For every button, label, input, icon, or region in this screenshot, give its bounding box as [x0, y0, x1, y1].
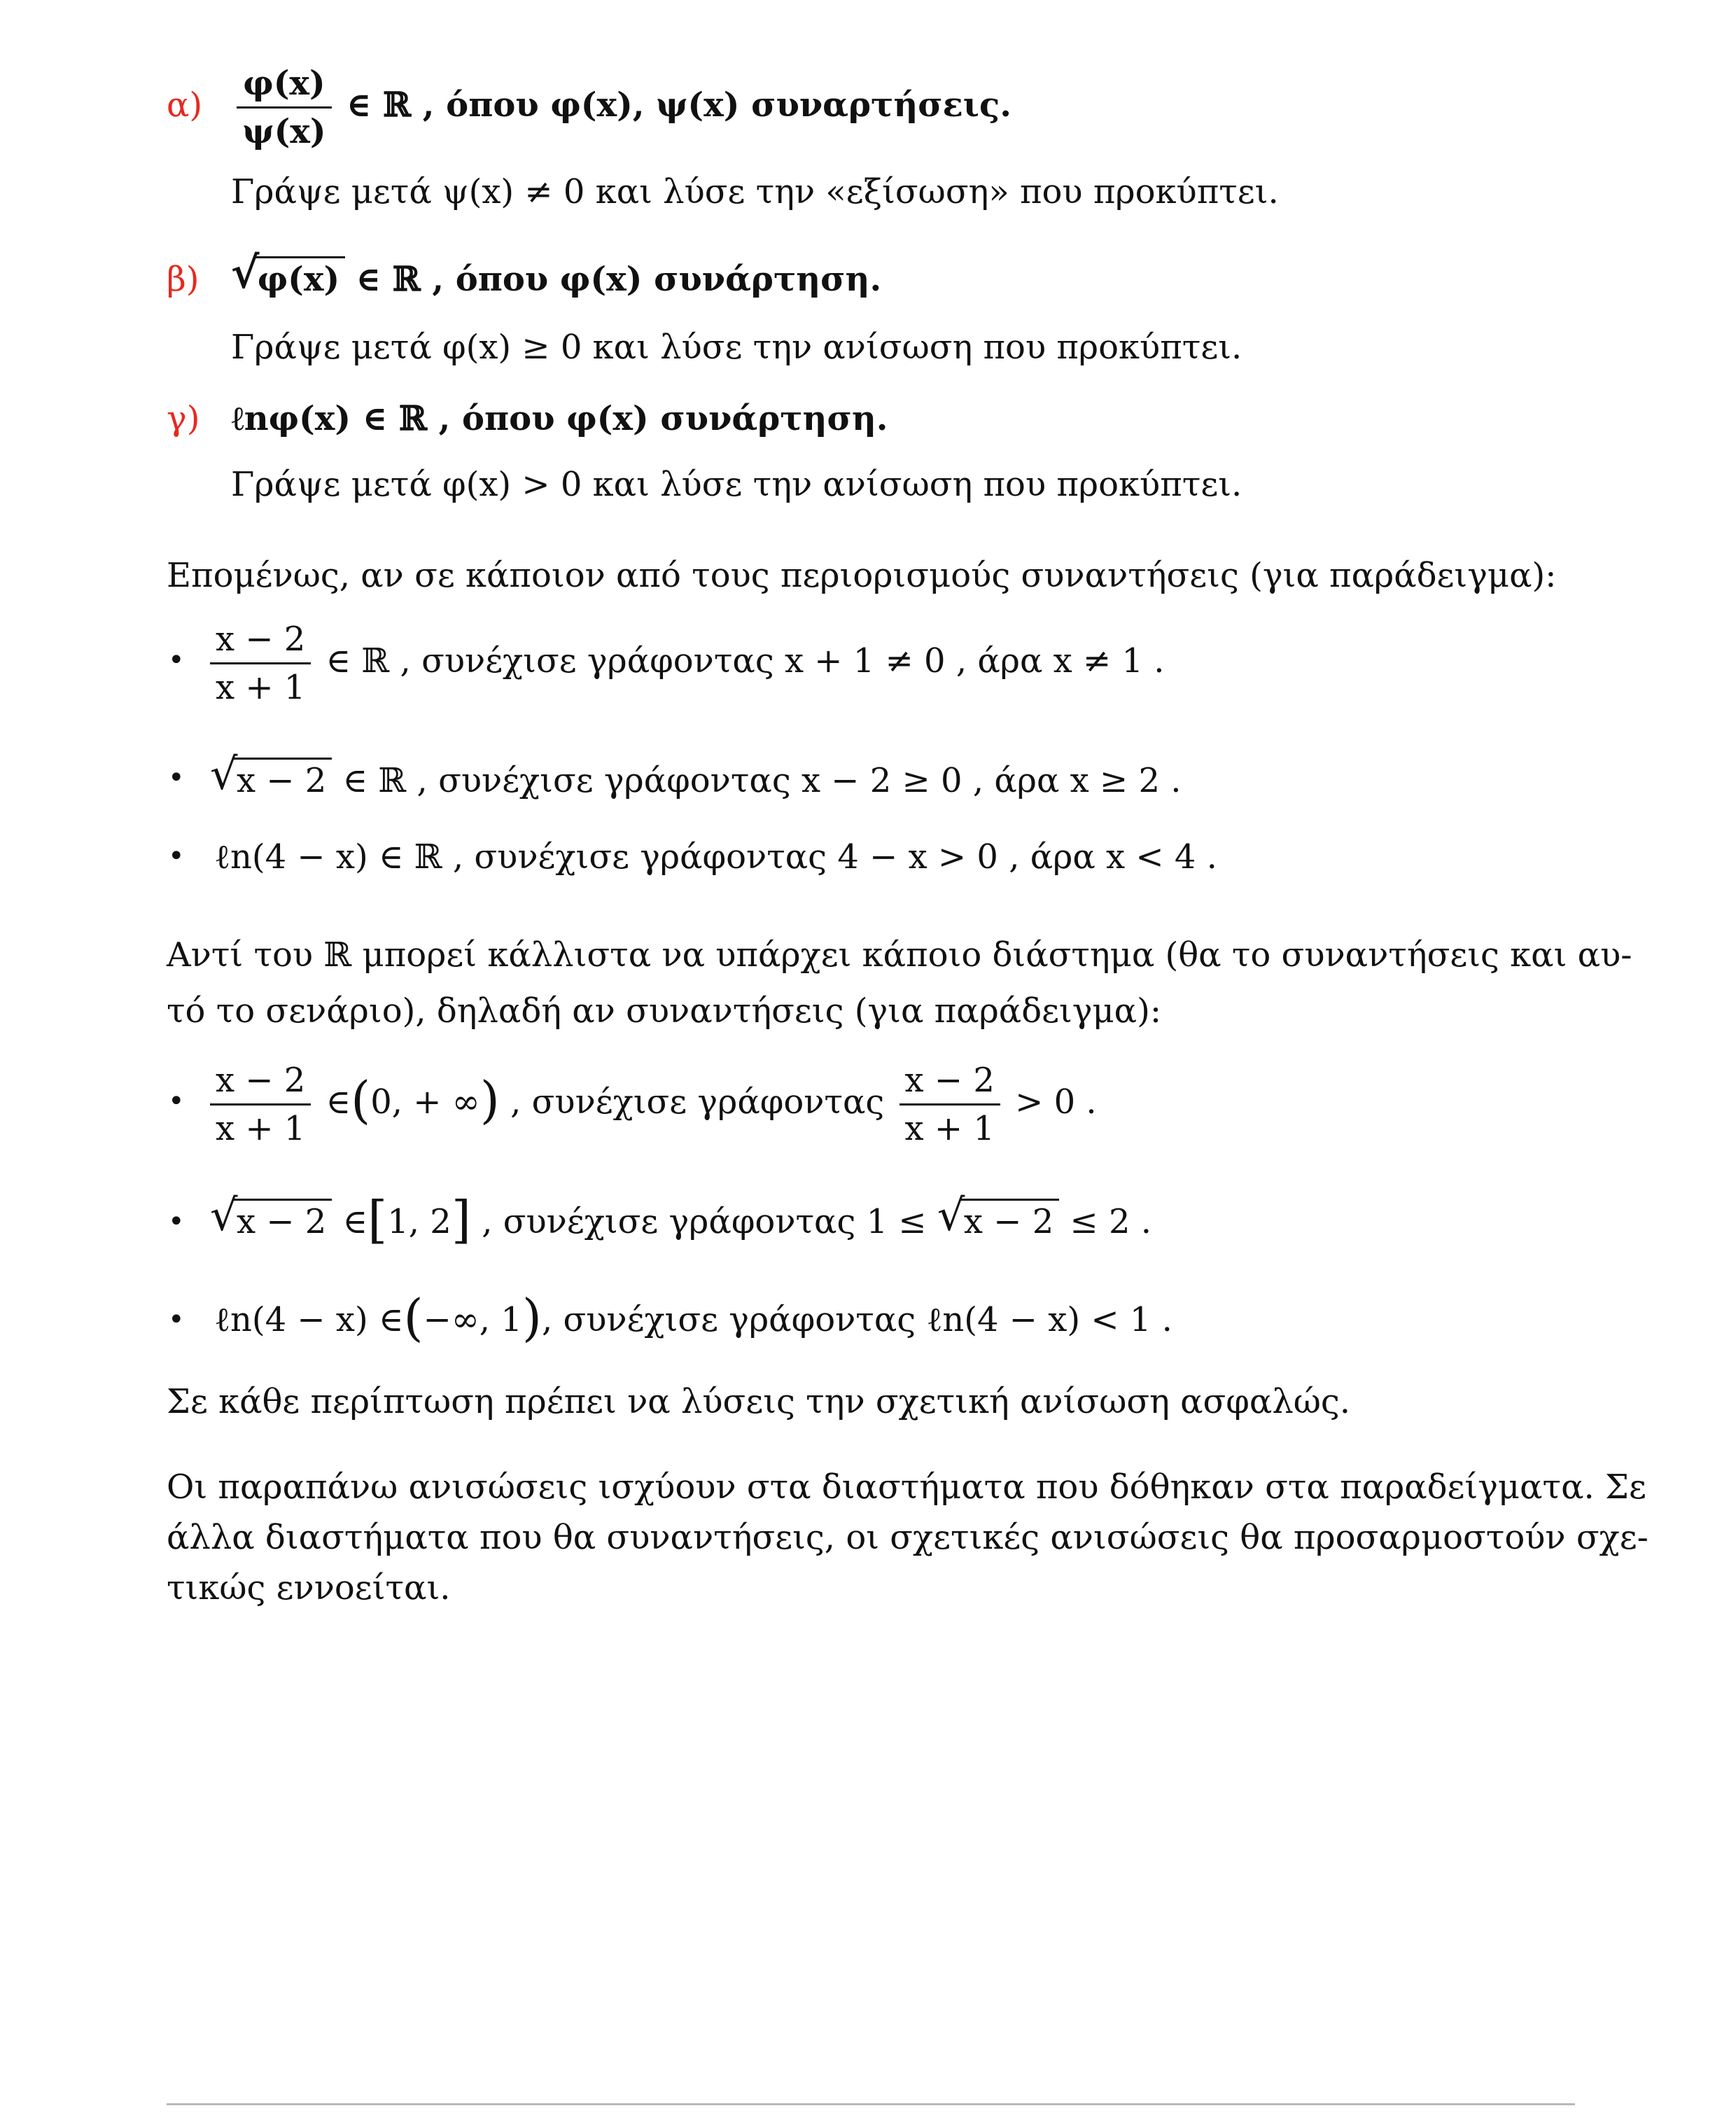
- radicand: x − 2: [234, 1199, 332, 1243]
- intro-paragraph-2-line-2: τό το σενάριο), δηλαδή αν συναντήσεις (για παράδειγμα):: [167, 991, 1161, 1031]
- example-tail: > 0 .: [1015, 1082, 1097, 1122]
- element-of-symbol: ∈: [326, 1082, 351, 1122]
- example-text: ∈ ℝ , συνέχισε γράφοντας x − 2 ≥ 0 , άρα x ≥ 2 .: [342, 761, 1182, 800]
- left-bracket: [: [368, 1190, 388, 1249]
- bullet: •: [168, 1206, 185, 1238]
- interval: −∞, 1: [423, 1300, 522, 1339]
- case-beta-instruction: Γράψε μετά φ(x) ≥ 0 και λύσε την ανίσωση που προκύπτει.: [231, 328, 1242, 367]
- case-beta-label: β): [167, 260, 200, 299]
- fraction-numerator: φ(x): [237, 60, 331, 109]
- case-alpha: [167, 60, 1011, 155]
- radicand: φ(x): [255, 256, 345, 300]
- example2-item-sqrt: [210, 1190, 1152, 1249]
- element-of-symbol: ∈: [342, 1202, 368, 1241]
- example-fraction: [210, 616, 311, 711]
- radicand: x − 2: [234, 758, 332, 802]
- fraction-denominator: x + 1: [904, 1109, 995, 1148]
- case-alpha-statement: ∈ ℝ , όπου φ(x), ψ(x) συναρτήσεις.: [346, 85, 1011, 125]
- intro-paragraph-2-line-1: Αντί του ℝ μπορεί κάλλιστα να υπάρχει κάποιο διάστημα (θα το συναντήσεις και αυ-: [167, 935, 1632, 975]
- sqrt-symbol: √ x − 2: [210, 758, 332, 802]
- case-gamma: [167, 398, 888, 440]
- sqrt-symbol-2: √ x − 2: [937, 1199, 1059, 1243]
- example-fraction: [210, 1057, 311, 1152]
- example-text: ∈ ℝ , συνέχισε γράφοντας x + 1 ≠ 0 , άρα x ≠ 1 .: [326, 641, 1165, 681]
- interval: 0, + ∞: [370, 1082, 480, 1122]
- fraction-numerator: x − 2: [210, 616, 311, 664]
- case-beta-statement: ∈ ℝ , όπου φ(x) συνάρτηση.: [356, 260, 882, 299]
- fraction-denominator: x + 1: [216, 1109, 306, 1148]
- interval: 1, 2: [387, 1202, 451, 1241]
- footer-divider: [167, 2103, 1575, 2105]
- bullet: •: [168, 644, 185, 676]
- case-gamma-instruction: Γράψε μετά φ(x) > 0 και λύσε την ανίσωση που προκύπτει.: [231, 465, 1242, 504]
- example-prefix: ℓn(4 − x) ∈: [214, 1300, 404, 1339]
- case-alpha-label: α): [167, 85, 203, 125]
- case-beta: [167, 247, 882, 300]
- radicand: x − 2: [961, 1199, 1059, 1243]
- left-paren: (: [351, 1071, 371, 1129]
- example-text: , συνέχισε γράφοντας ℓn(4 − x) < 1 .: [541, 1300, 1172, 1339]
- bullet: •: [168, 1085, 185, 1117]
- case-alpha-fraction: [237, 60, 331, 155]
- case-alpha-instruction: Γράψε μετά ψ(x) ≠ 0 και λύσε την «εξίσωση» που προκύπτει.: [231, 172, 1279, 211]
- right-paren: ): [522, 1288, 542, 1347]
- bullet: •: [168, 1304, 185, 1336]
- note-paragraph-line-2: άλλα διαστήματα που θα συναντήσεις, οι σχετικές ανισώσεις θα προσαρμοστούν σχε-: [167, 1518, 1648, 1557]
- fraction-numerator: x − 2: [210, 1057, 311, 1106]
- sqrt-symbol: √ φ(x): [231, 256, 345, 300]
- fraction-denominator: x + 1: [216, 668, 306, 707]
- example-text: , συνέχισε γράφοντας 1 ≤: [482, 1202, 927, 1241]
- example-tail: ≤ 2 .: [1070, 1202, 1152, 1241]
- example1-item-fraction: [210, 616, 1165, 711]
- example1-item-log: ℓn(4 − x) ∈ ℝ , συνέχισε γράφοντας 4 − x > 0 , άρα x < 4 .: [214, 837, 1217, 877]
- sqrt-symbol: √ x − 2: [210, 1199, 332, 1243]
- bullet: •: [168, 840, 185, 872]
- example-text: , συνέχισε γράφοντας: [510, 1082, 885, 1122]
- case-gamma-statement: ℓnφ(x) ∈ ℝ , όπου φ(x) συνάρτηση.: [231, 399, 888, 438]
- conclusion-paragraph: Σε κάθε περίπτωση πρέπει να λύσεις την σχετική ανίσωση ασφαλώς.: [167, 1382, 1351, 1421]
- right-paren: ): [479, 1071, 500, 1129]
- fraction-numerator: x − 2: [899, 1057, 1000, 1106]
- case-gamma-label: γ): [167, 399, 200, 438]
- example1-item-sqrt: [210, 748, 1182, 802]
- example2-item-fraction: [210, 1057, 1097, 1152]
- example-fraction-2: [899, 1057, 1000, 1152]
- note-paragraph-line-3: τικώς εννοείται.: [167, 1568, 451, 1608]
- intro-paragraph-1: Επομένως, αν σε κάποιον από τους περιορισμούς συναντήσεις (για παράδειγμα):: [167, 556, 1557, 595]
- bullet: •: [168, 762, 185, 794]
- fraction-denominator: ψ(x): [242, 112, 326, 151]
- left-paren: (: [403, 1288, 424, 1347]
- right-bracket: ]: [451, 1190, 471, 1249]
- note-paragraph-line-1: Οι παραπάνω ανισώσεις ισχύουν στα διαστήματα που δόθηκαν στα παραδείγματα. Σε: [167, 1467, 1646, 1507]
- example2-item-log: [214, 1288, 1172, 1347]
